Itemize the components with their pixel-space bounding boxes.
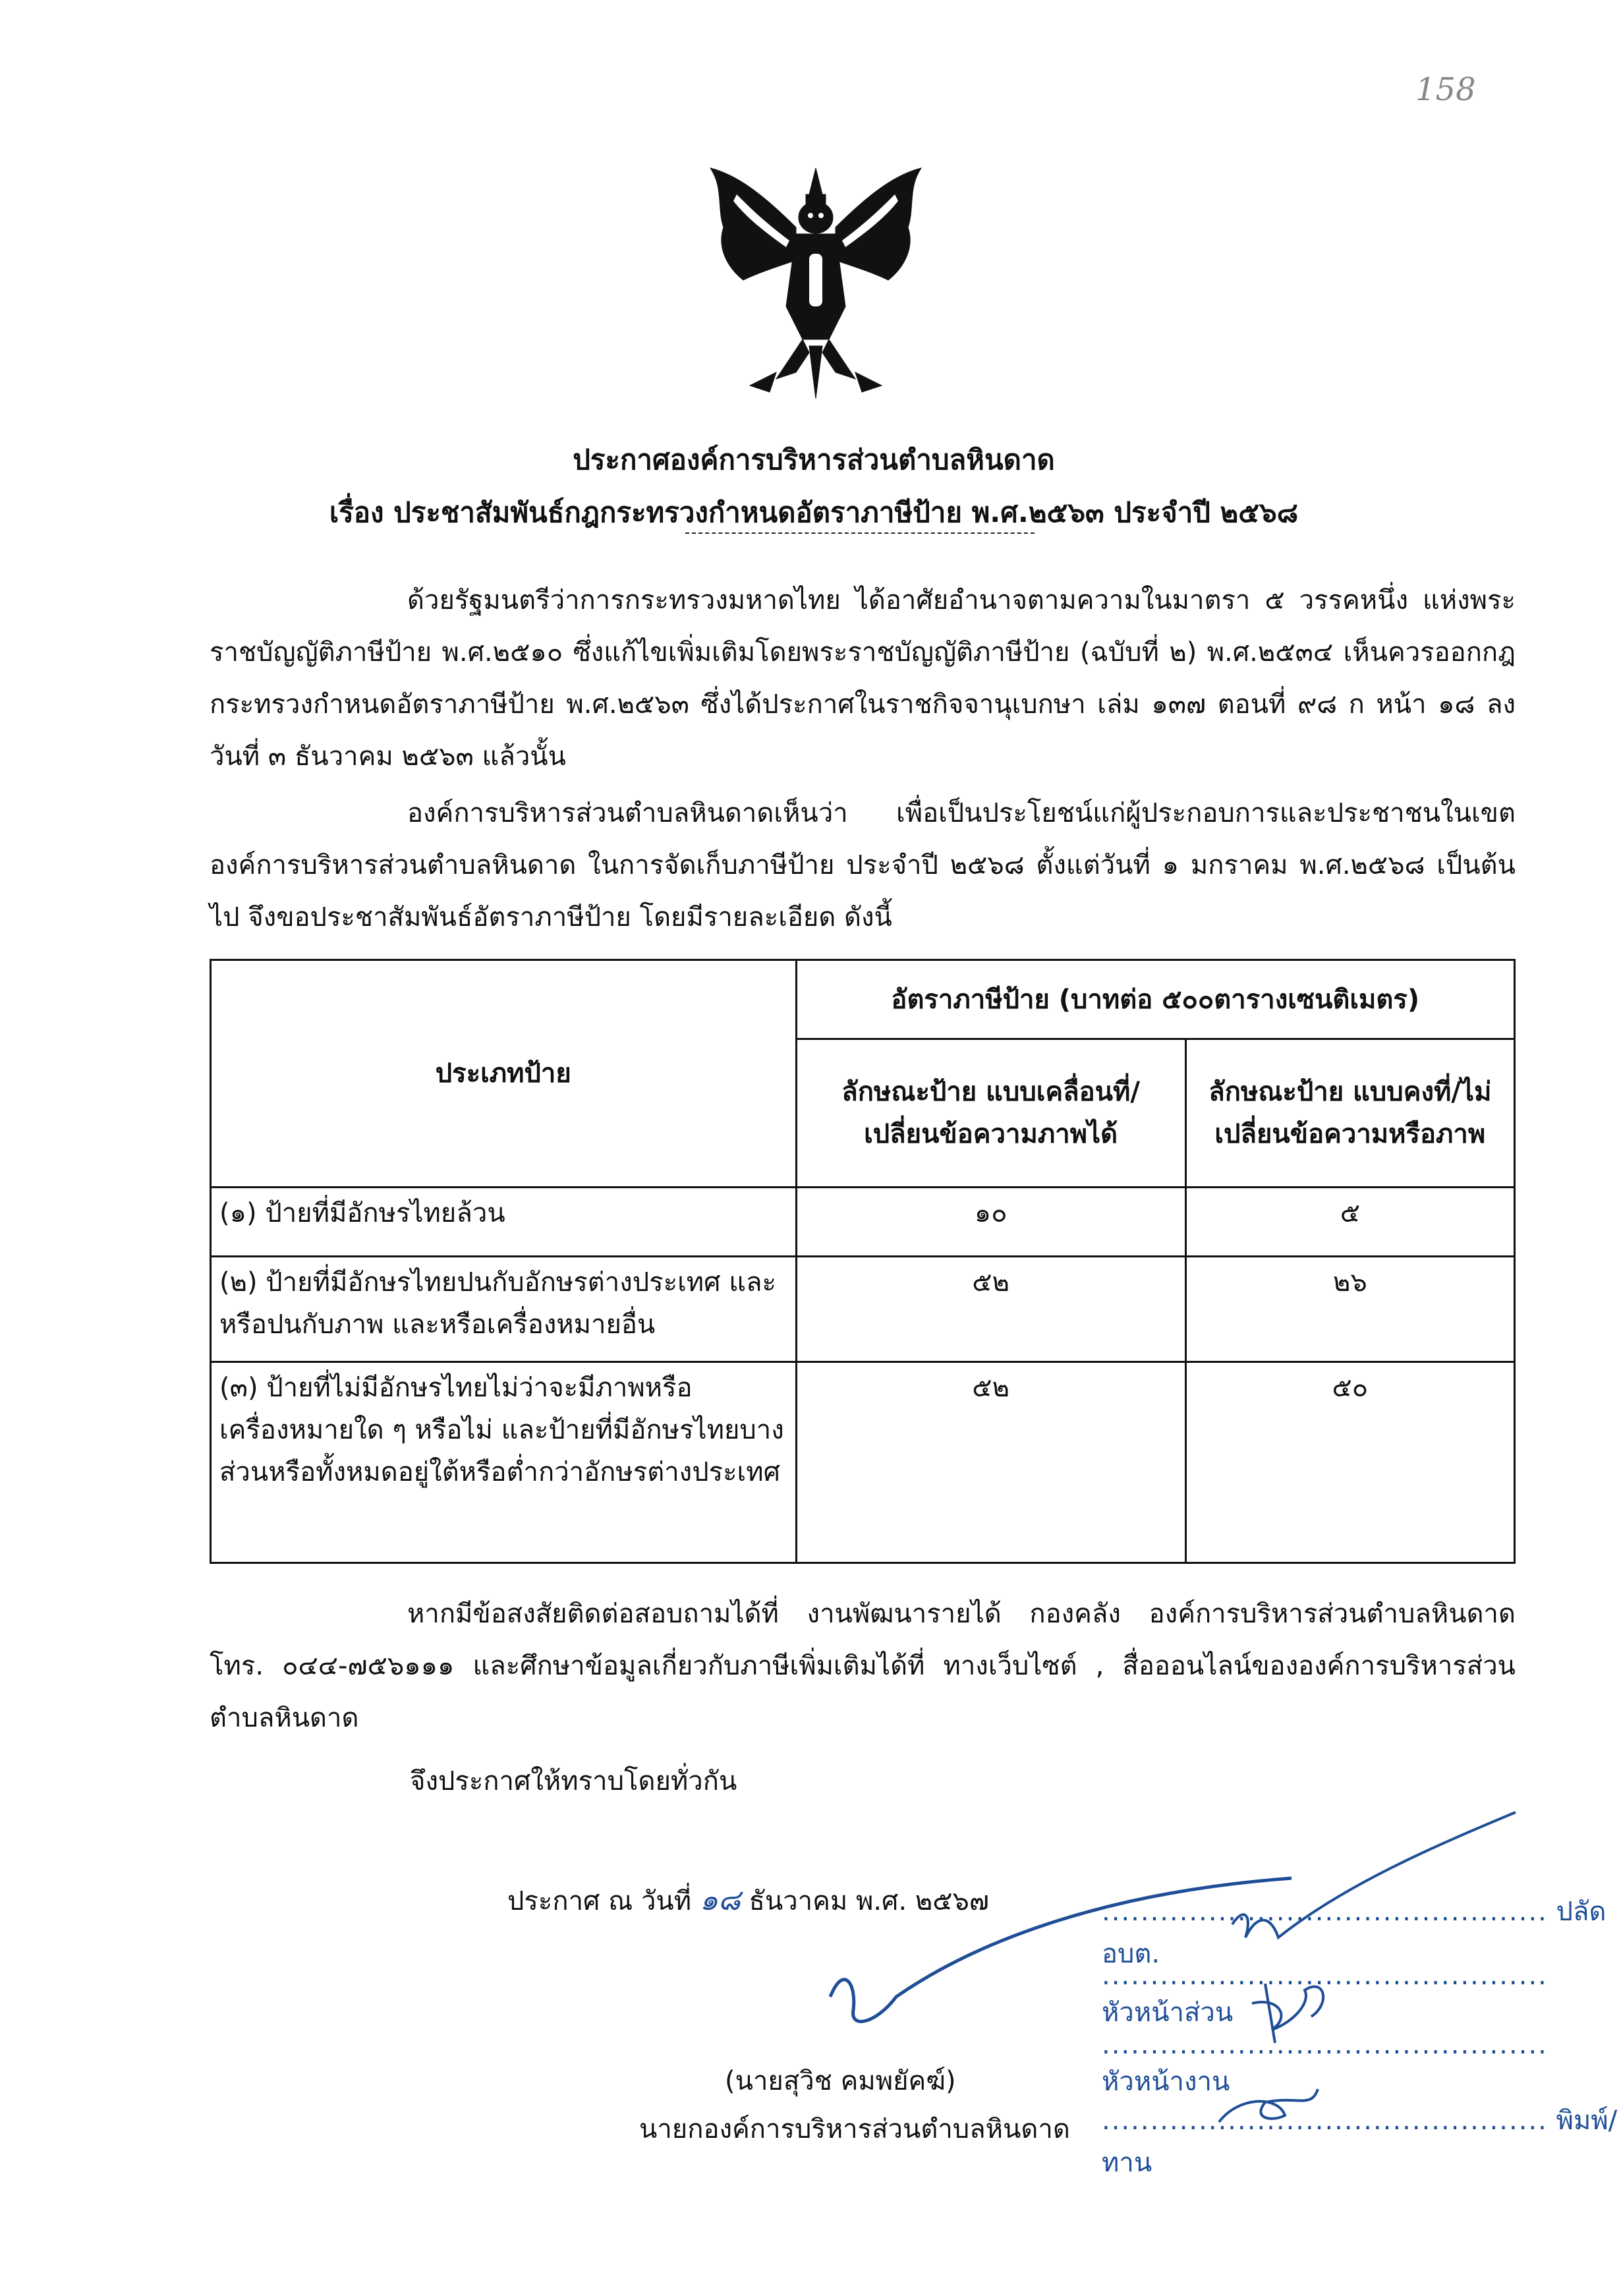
table-row xyxy=(211,1257,1515,1362)
row-rate-moving: ๕๒ xyxy=(796,1362,1185,1563)
header-tax-rate: อัตราภาษีป้าย (บาทต่อ ๕๐๐ตารางเซนติเมตร) xyxy=(796,960,1514,1039)
row-rate-fixed: ๕๐ xyxy=(1185,1362,1514,1563)
header-moving-sign: ลักษณะป้าย แบบเคลื่อนที่/เปลี่ยนข้อความภาพได้ xyxy=(796,1039,1185,1188)
stamp-dots: .............................................. xyxy=(1102,1961,1548,1991)
document-subject: เรื่อง ประชาสัมพันธ์กฎกระทรวงกำหนดอัตราภาษีป้าย พ.ศ.๒๕๖๓ ประจำปี ๒๕๖๘ xyxy=(329,496,1299,529)
paragraph-1: ด้วยรัฐมนตรีว่าการกระทรวงมหาดไทย ได้อาศัยอำนาจตามความในมาตรา ๕ วรรคหนึ่ง แห่งพระราชบัญญัติภาษีป้าย พ.ศ.๒๕๑๐ ซึ่งแก้ไขเพิ่มเติมโดยพระราชบัญญัติภาษีป้าย (ฉบับที่ ๒) พ.ศ.๒๕๓๔ เห็นควรออกกฎกระทรวงกำหนดอัตราภาษีป้าย พ.ศ.๒๕๖๓ ซึ่งได้ประกาศในราชกิจจานุเบกษา เล่ม ๑๓๗ ตอนที่ ๙๘ ก หน้า ๑๘ ลงวันที่ ๓ ธันวาคม ๒๕๖๓ แล้วนั้น xyxy=(210,585,1516,772)
stamp-row-division-head xyxy=(1102,1961,1619,2033)
stamp-label: หัวหน้าส่วน xyxy=(1102,1997,1234,2028)
paragraph-2: องค์การบริหารส่วนตำบลหินดาดเห็นว่า เพื่อเป็นประโยชน์แก่ผู้ประกอบการและประชาชนในเขตองค์การบริหารส่วนตำบลหินดาด ในการจัดเก็บภาษีป้าย ประจำปี ๒๕๖๘ ตั้งแต่วันที่ ๑ มกราคม พ.ศ.๒๕๖๘ เป็นต้นไป จึงขอประชาสัมพันธ์อัตราภาษีป้าย โดยมีรายละเอียด ดังนี้ xyxy=(210,798,1516,933)
title-separator xyxy=(685,532,1035,534)
stamp-dots: .............................................. xyxy=(1102,1897,1548,1927)
header-fixed-sign: ลักษณะป้าย แบบคงที่/ไม่เปลี่ยนข้อความหรือภาพ xyxy=(1185,1039,1514,1188)
row-type: (๒) ป้ายที่มีอักษรไทยปนกับอักษรต่างประเทศ และหรือปนกับภาพ และหรือเครื่องหมายอื่น xyxy=(211,1257,797,1362)
row-type: (๑) ป้ายที่มีอักษรไทยล้วน xyxy=(211,1188,797,1257)
row-rate-moving: ๑๐ xyxy=(796,1188,1185,1257)
signer-position: นายกองค์การบริหารส่วนตำบลหินดาด xyxy=(639,2114,1070,2144)
garuda-emblem xyxy=(697,155,934,418)
stamp-dots: .............................................. xyxy=(1102,2106,1548,2136)
row-rate-moving: ๕๒ xyxy=(796,1257,1185,1362)
paragraph-3: หากมีข้อสงสัยติดต่อสอบถามได้ที่ งานพัฒนารายได้ กองคลัง องค์การบริหารส่วนตำบลหินดาด โทร. ๐๔๔-๗๕๖๑๑๑ และศึกษาข้อมูลเกี่ยวกับภาษีเพิ่มเติมได้ที่ ทางเว็บไซต์ , สื่อออนไลน์ขององค์การบริหารส่วนตำบลหินดาด xyxy=(210,1599,1516,1733)
tax-rate-table xyxy=(210,959,1516,1564)
table-row xyxy=(211,1188,1515,1257)
page-number: 158 xyxy=(1415,71,1476,108)
stamp-label: ปลัด อบต. xyxy=(1102,1897,1606,1969)
date-suffix: ธันวาคม พ.ศ. ๒๕๖๗ xyxy=(749,1886,989,1916)
row-type: (๓) ป้ายที่ไม่มีอักษรไทยไม่ว่าจะมีภาพหรือเครื่องหมายใด ๆ หรือไม่ และป้ายที่มีอักษรไทยบางส่วนหรือทั้งหมดอยู่ใต้หรือต่ำกว่าอักษรต่างประเทศ xyxy=(211,1362,797,1563)
signer-name: (นายสุวิช คมพยัคฆ์) xyxy=(725,2066,956,2096)
date-day: ๑๘ xyxy=(699,1883,741,1917)
stamp-label: หัวหน้างาน xyxy=(1102,2067,1230,2097)
row-rate-fixed: ๒๖ xyxy=(1185,1257,1514,1362)
table-row xyxy=(211,1362,1515,1563)
header-sign-type: ประเภทป้าย xyxy=(211,960,797,1188)
stamp-dots: .............................................. xyxy=(1102,2030,1548,2060)
stamp-row-typist xyxy=(1102,2099,1619,2183)
stamp-row-section-head xyxy=(1102,2030,1619,2102)
announcement-date xyxy=(507,1877,989,1923)
document-title: ประกาศองค์การบริหารส่วนตำบลหินดาด xyxy=(573,444,1055,476)
row-rate-fixed: ๕ xyxy=(1185,1188,1514,1257)
announcement-closing: จึงประกาศให้ทราบโดยทั่วกัน xyxy=(410,1766,737,1796)
date-prefix: ประกาศ ณ วันที่ xyxy=(507,1886,692,1916)
stamp-label: พิมพ์/ทาน xyxy=(1102,2106,1618,2178)
